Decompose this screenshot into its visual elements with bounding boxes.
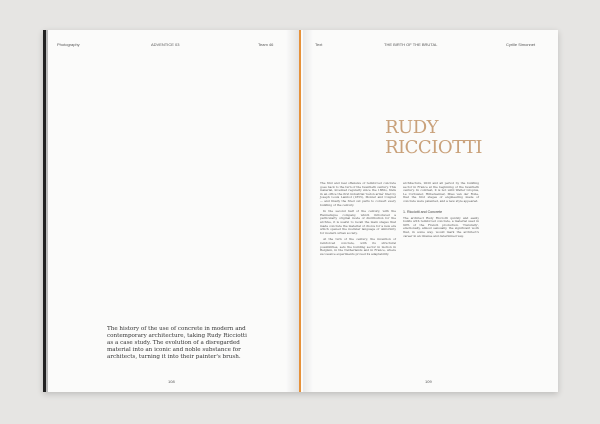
- header-section: Photography: [57, 42, 80, 47]
- title-line-1: RUDY: [385, 117, 439, 138]
- text-column-left: [320, 182, 396, 259]
- header-subject: THE BIRTH OF THE BRUTAL: [384, 42, 438, 47]
- title-line-2: RICCIOTTI: [385, 137, 483, 158]
- page-edge-shadow: [46, 30, 48, 392]
- page-number: 108: [168, 379, 175, 384]
- header-section: Text: [315, 42, 323, 47]
- text-column-right: [403, 182, 479, 241]
- body-paragraph: At the turn of the century, the invention of reinforced concrete, with its structural possibilities, sets the building sector in motion in Belgium, in the Netherlands and in France, where successive experiments proved its adaptability.: [320, 237, 396, 256]
- body-paragraph: architecture, 2020 and all period by the building sector in France at the beginning of the twentieth century. In contrast, it is not until Walter Gropius, Le Corbusier, Hilberseimer, Mies van der Rohe, that the first stages of engineering made of concrete were patented, and a new style appeared.: [403, 181, 479, 203]
- left-page: [43, 30, 300, 392]
- intro-paragraph: The history of the use of concrete in modern and contemporary architecture, taking Rudy Ricciotti as a case study. The evolution of a disregarded material into an iconic and noble substance for architects, turning it into their painter's brush.: [107, 326, 247, 361]
- header-author: Team 46: [258, 42, 274, 47]
- body-paragraph: In the second half of the century, with the Hennebique company, which introduced a particularly original mode of distribution for the archive, it is useful to recall the main stages that made concrete the material of choice for a new era which opened the modular language of uniformity for modern urban society.: [320, 209, 396, 235]
- body-paragraph: The first and real offensive of reinforced concrete goes back to the turn of the twentieth century. This material, invented regularly since the 1860s, finds in an office the first industrial 'béton armé' filed by Joseph Louis Lambot (1855), Monier and Coignet — and finally the fired out parts to convert every building of the century.: [320, 181, 396, 207]
- magazine-spread: [43, 30, 558, 392]
- right-page: [301, 30, 558, 392]
- header-issue: ADVENTICE 03: [151, 42, 180, 47]
- page-number: 109: [425, 379, 432, 384]
- subheading: 1. Ricciotti and Concrete: [403, 209, 443, 214]
- header-author: Cyrille Simonnet: [506, 42, 536, 47]
- gutter-shadow: [303, 30, 313, 392]
- gutter-shadow: [286, 30, 300, 392]
- article-title: [385, 118, 482, 158]
- body-paragraph: The architect Rudy Ricciotti quickly and easily builds with reinforced concrete, a material used in 90% of the French production. 'Naturally', emotionally, almost sensually, the significant work that, in some way, would mark the architect's career in an intense and determined way.: [403, 215, 479, 238]
